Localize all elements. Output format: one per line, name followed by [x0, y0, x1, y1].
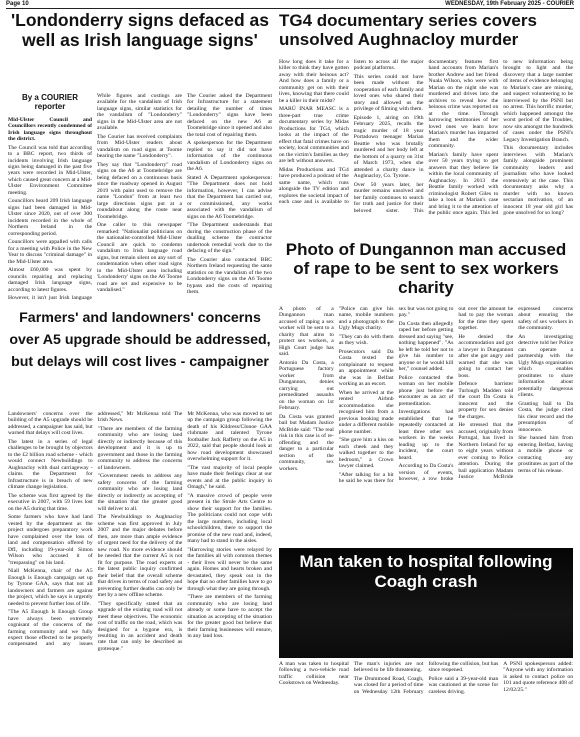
paragraph: "After talking for a bit he said he was there for sex but was not going to pay." — [338, 306, 454, 485]
headline: 'Londonderry signs defaced as well as Irish language signs' — [11, 11, 269, 50]
paragraph: A spokesperson for the Department replied to say it did not have information of the continuous vandalism of Londonderry signs on the A6. — [187, 140, 272, 173]
paragraph: "There are members of the farming community who are losing land directly or indirectly because of this development and it is up to government and those in the farming community to address the concerns of landowners. — [97, 425, 183, 471]
paragraph: He denied the accommodation and got a lawyer in Dungannon after she got angry and warned that she was going to contact her boss. — [458, 333, 514, 379]
paragraph: This documentary includes interviews with Marian's family alongside prominent community leaders and journalists who have looked extensively at the case. This documentary asks why a murder with no known sectarian motivation, of an innocent 18 year old girl has gone unsolved for so long? — [503, 145, 573, 217]
paragraph: An investigating detective told her Police can operate a partnership with the Ugly Mugs organisation which enables prostitutes to share information about potentially dangerous clients. — [518, 333, 573, 399]
page-header — [6, 0, 574, 9]
story-body — [279, 306, 573, 546]
paragraph: "The vast majority of local people have made their feelings clear at our events and at the public inquiry in Omagh," he said. — [187, 464, 272, 491]
paragraph: According to Da Costa's version of events, however, a row broke out over the amount he had to pay the woman for the time they spent together. — [398, 306, 514, 483]
story-tg4-documentary — [279, 11, 573, 236]
paragraph: The Newbuildings to Aughnacloy scheme was first approved in July 2007 and the major debates before then, are more than ample evidence of urgent need for the delivery of the new road. No more evidence should be needed that the current A5 is not fit for purpose. The road experts at the latest public inquiry confirmed their belief that the overall scheme that drives in terms of road safety and preventing further deaths can only be met by a new offline scheme. — [97, 514, 183, 599]
paragraph: Da Costa was granted bail but Madam Justice McBride said: "The real risk in this case is of re-offending and the danger to a particular section of the community, sex workers. — [279, 413, 334, 472]
paragraph: Police said a 39-year-old man was cautioned at the scene for careless driving. — [428, 675, 499, 695]
paragraph: How long does it take for a killer to think they have gotten away with their heinous act? And how does a family or a community get on with their lives, knowing that there could be a killer in their midst? — [279, 59, 349, 104]
paragraph: A photo of a Dungannon man accused of raping a sex worker will be sent to a charity that aims to protect sex workers, a High Court judge has said. — [279, 306, 334, 358]
dateline: WEDNESDAY, 19th February 2025 - COURIER — [445, 1, 574, 7]
paragraph: Some farmers who have had land vested by the department as the project undergoes preparatory work have complained over the loss of land and compensation offered by DfI, including 19-year-old Simon Wilson who accused it of "trespassing" on his land. — [8, 514, 93, 566]
story-dungannon-rape-case — [279, 240, 573, 546]
paragraph: The scheme was first agreed by the executive in 2007, with 59 lives lost on the A5 during that time. — [8, 492, 93, 512]
paragraph: Investigations had established that he repeatedly contacted at least three other sex workers in the weeks leading up to the incident, the court heard. — [398, 409, 454, 461]
paragraph: One caller to this newspaper remarked: "Nationalist politicians on the nationalist-controlled Mid-Ulster Council are quick to condemn vandalism to Irish language road signs, but remain silent on any sort of condemnation when other road signs in the Mid-Ulster area including 'Londonderry' signs on the A6 Toome road are set and expensive to be vandalised." — [97, 222, 182, 294]
story-coagh-crash — [279, 548, 573, 733]
paragraph: MARÚ INAR MEASC is a three-part true crime documentary series by Midas Productions for TG4, which looks at the impact of the effect that fatal crimes have on society, local communities and on the victim's families as they are left without answers. — [279, 106, 349, 165]
paragraph: "The A5 Enough Is Enough Group have always been extremely cognisant of the concerns of the farming community and we fully expect those effected to be properly compensated and any issues addressed," Mr McKenna told The Irish News. — [8, 411, 183, 648]
paragraph: The Courier has received complaints from Mid-Ulster readers about vandalism on road signs at Toome bearing the name "Londonderry". — [97, 133, 182, 160]
story-body — [279, 661, 573, 733]
paragraph: Prosecutors said Da Costa texted the complainant to request an appointment while she was in Belfast working as an escort. — [338, 348, 394, 388]
paragraph: Marian's family have spent over 50 years trying to get answers that they believe lie within the local community of Aughnacloy. In 2013 the Beattie family worked with criminologist Robert Giles to take a look at Marian's case and bring it to the attention of the public once again. This led to new information being brought to light and the discovery that a large number of items of evidence belonging to Marian's case are missing, and suspect volunteering to be interviewed by the PSNI but no arrest. This horrific murder, which happened amongst the worst period of the Troubles, now sits amongst the hundreds of cases under the PSNI's Legacy Investigation Branch. — [428, 59, 573, 217]
headline: TG4 documentary series covers unsolved Aughnacloy murder — [279, 11, 537, 50]
paragraph: Granting bail to Da Costa, the judge cited his clear record and the presumption of innocence. — [518, 400, 573, 433]
headline: Photo of Dungannon man accused of rape to be sent to sex workers charity — [285, 240, 567, 298]
paragraph: "A massive crowd of people were present in the Strule Arts Centre to show their support for the families. The politicians could not cope with the large numbers, including local schoolchildren, there to support the promise of the new road and, indeed, many had to stand in the aisles. — [187, 492, 272, 545]
headline: Man taken to hospital following Coagh crash — [299, 552, 553, 591]
paragraph: "There are members of the farming community who are losing land already or some have to accept the situation as accepting of the situation for the greater good but believe that their farming businesses will ensure, in any land loss. — [187, 594, 272, 639]
paragraph: The Courier also contacted BBC Northern Ireland requesting the same statistics on the vandalism of the two Londonderry signs on the A6 Toome bypass and the costs of repairing them. — [187, 256, 272, 296]
paragraph: However, it isn't just Irish language — [8, 295, 92, 302]
paragraph: "The Department understands that during the construction phase of the dualling scheme the contractor undertook remedial work due to the defacing of the sign." — [187, 222, 272, 255]
paragraph: The man's injuries are not believed to be life threatening. — [353, 661, 424, 674]
paragraph: Councillors were appalled with calls for a meeting with Police in the New Year to discuss "criminal damage" in the Mid-Ulster area. — [8, 239, 92, 265]
paragraph: The Courier asked the Department for Infrastructure for a statement detailing the number of times "Londonderry" signs have been defaced on the new A6 at Toomebridge since it opened and also the total cost of repairing them. — [187, 93, 272, 138]
paragraph: A man was taken to hospital following a two-vehicle road traffic collision near Cookstown on Wednesday. — [279, 661, 349, 687]
byline: By a COURIER reporter — [21, 93, 78, 111]
paragraph: When he arrived at the rented Airbnb accommodation she recognised him from a previous booking made under a different mobile phone number. — [338, 389, 394, 435]
paragraph: Almost £60,000 was spent by councils repairing and replacing damaged Irish language signs, according to latest figures. — [8, 267, 92, 293]
paragraph: Da Costa then allegedly raped her before getting dressed and saying "see, nothing happened". "As he left he told her not to give his number to anyone or he would kill her," counsel added. — [398, 320, 454, 373]
headline: Farmers' and landowners' concerns over A5 upgrade should be addressed, but delays will cost lives - campaigner — [9, 310, 271, 370]
paragraph: "Harrowing stories were relayed by the families all with common themes - their lives will never be the same again. Homes and hearts broken and devastated, they speak out in the hope that no other families have to go through what they are going through. — [187, 546, 272, 592]
paragraph: Niall McKenna, chair of the A5 Enough is Enough campaign set up by Tyrone GAA, says that not all landowners and farmers are against the project, which he says is urgently needed to prevent further loss of life. — [8, 568, 93, 607]
paragraph: "They can do with them as they wish. — [338, 333, 394, 347]
paragraph: The Drummond Road, Coagh, was closed for a period of time on Wednesday 12th February following the collision, but has since reopened. — [353, 661, 499, 695]
story-body — [279, 59, 573, 236]
paragraph: Mr McKenna, who was moved to set up the campaign group following the death of his Kildress/Clonoe GAA clubmate and talented Tyrone footballer Jack Rafferty on the A5 in 2022, said that people should look at how road development showcased overwhelming support for it. — [187, 411, 272, 463]
story-a5-upgrade — [8, 307, 272, 733]
paragraph: Midas Productions and TG4 have produced a podcast of the same name, which runs alongside the TV edition and explores the societal impact of each case and is available to listen to across all the major podcast platforms. — [279, 59, 424, 206]
paragraph: The Council was told that according to a BBC report, two thirds of incidents involving Irish language signs being damaged in the past five years were recorded in Mid-Ulster, which caused great concern at a Mid-Ulster Environment Committee meeting. — [8, 144, 92, 196]
paragraph: "Government needs to address any safety concerns of the farming community who are losing land directly or indirectly as accepting of the situation that the greater good will deliver to all. — [97, 473, 183, 512]
paragraph: Landowners' concerns over the building of the A5 upgrade should be addressed, a campaigner has said, but warned that delays will cost lives. — [8, 411, 93, 437]
paragraph: He stressed that the accused, originally from Portugal, has lived in Northern Ireland for up to eight years without ever coming to Police attention. During the bail application Madam Justice McBride expressed concerns about ensuring the safety of sex workers in the community. — [458, 306, 573, 481]
paragraph: Defence barrister Turlough Madden told the court Da Costa is innocent and the property for sex denies the charges. — [458, 381, 514, 420]
paragraph: Episode 1, airing on 19th February 2025, recalls the tragic murder of 18 year Portadown teenager Marian Beattie who was brutally murdered and her body left at the bottom of a quarry on 31st of March 1973, when she attended a charity dance in Aughnacloy, Co. Tyrone. — [353, 114, 424, 180]
paragraph: "Police can give his name, mobile numbers and a photograph to the Ugly Mugs charity. — [338, 306, 394, 332]
story-londonderry-signs — [8, 11, 272, 302]
paragraph: "They specifically stated that an upgrade of the existing road will not meet these objectives. The economic cost of traffic on the road, which was designed for a bygone era, is resulting in an accident and death rate that can only be described as grotesque." — [97, 600, 183, 652]
lead-paragraph: Mid-Ulster Council and Councillors recently condemned of Irish language signs throughout the district. — [8, 116, 92, 143]
paragraph: She banned him from entering Belfast, having a mobile phone or contacting any prostitutes as part of the terms of his release. — [518, 435, 573, 474]
paragraph: A PSNI spokesperson added: "Anyone with any information is asked to contact police on 101 and quote reference 408 of 12/02/25." — [503, 661, 573, 693]
paragraph: They say that "Londonderry" road signs on the A6 at Toomebridge are being defaced on a continuous basis since the roadway opened in August 2019 with paint used to remove the name "London" from at least two large directions signs put at a roundabout along the route near Toomebridge. — [97, 161, 182, 220]
paragraph: This series could not have been made without the cooperation of each family and loved ones who shared their story and allowed us the privilege of filming with them. — [353, 73, 424, 113]
story-body — [8, 93, 272, 302]
paragraph: "She gave him a kiss on each cheek and they walked together to the bedroom," a Crown lawyer claimed. — [338, 437, 394, 470]
paragraph: The latest in a series of legal challenges to be brought by objectors to the £2 billion road scheme - which would connect Newbuildings to Aughnacloy with dual carriageway - claims the Department for Infrastructure is in breach of new climate change legislation. — [8, 438, 93, 491]
paragraph: Over 50 years later, her murder remains unsolved and her family continues to search for truth and justice for their beloved sister. This documentary features first hand accounts from Marian's brother Andrew and her friend Nuala Wilson, who were with Marian on the night she was murdered and drives into the archives to reveal how the heinous crime was reported on at the time. Through harrowing testimonies of her loved ones we learn how Marian's murder has impacted them and the wider community. — [353, 59, 499, 214]
paragraph: Stated A Department spokesperson: "The Department does not hold information, however, I can advise that the Department has carried out, or commissioned, any works associated with the vandalism of signs on the A6 Toomebridge. — [187, 174, 272, 220]
paragraph: Councillors heard 209 Irish language signs had been damaged in Mid-Ulster since 2020, out of over 300 incidents recorded in the whole of Northern Ireland in the corresponding period. — [8, 198, 92, 237]
paragraph: Antonio Da Costa, a Portuguese factory worker from Dungannon, denies carrying out premeditated assaults on the woman on 1st February. — [279, 359, 334, 412]
paragraph: While figures and costings are available for the vandalism of Irish language signs, similar statistics for the vandalism of "Londonderry" signs in the Mid-Ulster area are not available. — [97, 93, 182, 132]
page-number: Page 10 — [6, 1, 29, 7]
story-body — [8, 411, 272, 733]
paragraph: Police contacted the woman on her mobile phone just before the encounter as an act of premeditation. — [398, 374, 454, 407]
